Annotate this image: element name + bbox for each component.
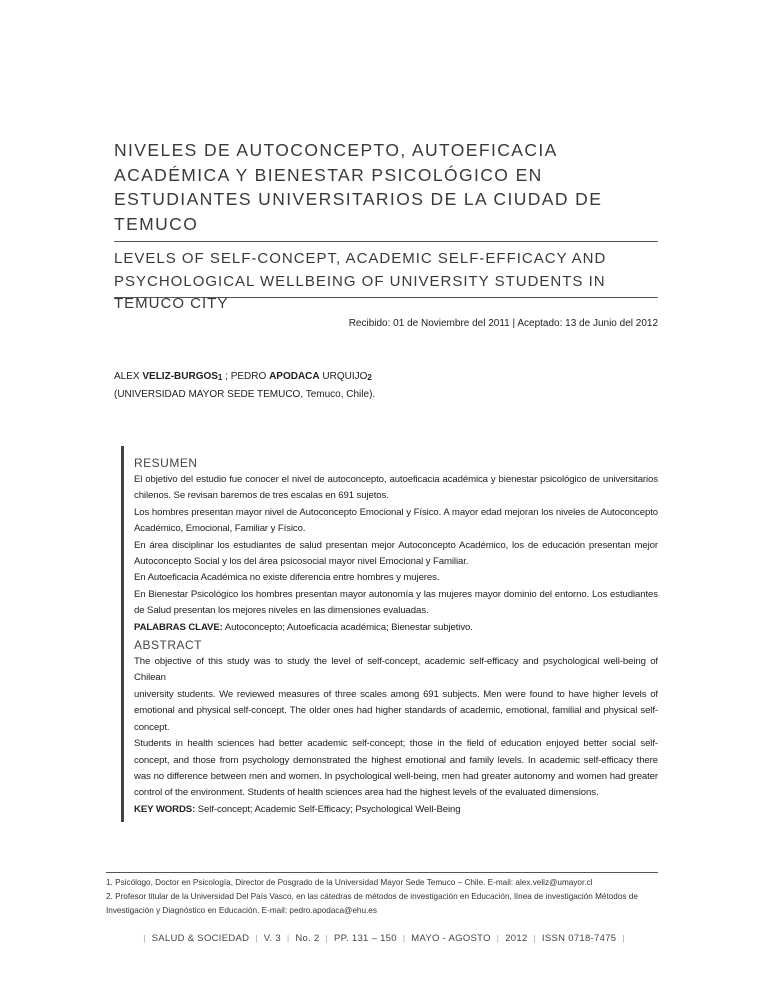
abstract-paragraph: The objective of this study was to study the level of self-concept, academic self-efficacy and psychological well-being of Chilean [134, 656, 658, 684]
authors-block [114, 368, 375, 403]
abstract-section [134, 636, 658, 818]
abstract-heading: ABSTRACT [134, 638, 203, 653]
abstract-paragraph: university students. We reviewed measures of three scales among 691 subjects. Men were found to have higher levels of emotional and physical self-concept. The older ones had higher standards of academic, emotional, familial and physical self-concept. [134, 688, 658, 733]
abstract-paragraph: Students in health sciences had better academic self-concept; those in the field of education enjoyed better social self-concept, and those from psychology demonstrated the highest emotional and family levels. In academic self-efficacy there was no difference between men and women. In psychological well-being, men had greater autonomy and women had greater control of the environment. Students of health sciences area had the highest levels of the evaluated dimensions. [134, 738, 658, 799]
author2-footnote-ref: 2 [367, 373, 372, 382]
resumen-paragraph: Los hombres presentan mayor nivel de Autoconcepto Emocional y Físico. A mayor edad mejoran los niveles de Autoconcepto Académico, Emocional, Familiar y Físico. [134, 506, 658, 535]
author1-first: ALEX [114, 371, 143, 382]
volume: V. 3 [263, 933, 281, 944]
resumen-paragraph: En área disciplinar los estudiantes de salud presentan mejor Autoconcepto Académico, los de educación presentan mejor Autoconcepto Social y los del área psicosocial mayor nivel Emocional y Familiar. [134, 539, 658, 568]
resumen-paragraph: En Bienestar Psicológico los hombres presentan mayor autonomía y las mujeres mayor dominio del entorno. Los estudiantes de Salud presentan los mejores niveles en las dimensiones evaluadas. [134, 588, 658, 617]
keywords-text: Autoconcepto; Autoeficacia académica; Bienestar subjetivo. [222, 621, 473, 633]
author1-last: VELIZ-BURGOS [142, 371, 218, 382]
keywords-label: PALABRAS CLAVE: [134, 621, 223, 633]
resumen-paragraph: En Autoeficacia Académica no existe diferencia entre hombres y mujeres. [134, 572, 440, 584]
author1-footnote-ref: 1 [217, 373, 223, 382]
issue: No. 2 [295, 933, 320, 944]
title-divider [114, 241, 658, 242]
period: MAYO - AGOSTO [411, 933, 491, 944]
journal-footer: | SALUD & SOCIEDAD | V. 3 | No. 2 | PP. 131 – 150 | MAYO - AGOSTO | 2012 | ISSN 0718-7475 | [143, 933, 625, 944]
author2-last: APODACA [269, 371, 320, 382]
keywords-label: KEY WORDS: [134, 803, 196, 815]
affiliation-location: , Temuco, Chile). [300, 389, 376, 400]
abstract-keywords [134, 802, 658, 818]
title-divider-2 [114, 297, 658, 298]
footnote-1: 1. Psicólogo, Doctor en Psicología, Director de Posgrado de la Universidad Mayor Sede Temuco – Chile. E-mail: alex.veliz@umayor.cl [106, 878, 593, 887]
footnote-2: 2. Profesor titular de la Universidad Del País Vasco, en las cátedras de métodos de investigación en Educación, línea de investigación Métodos de Investigación y Diagnóstico en Educación. E-mail: pedro.apodaca@ehu.es [106, 892, 638, 915]
lower-content [0, 446, 768, 994]
affiliation-university: (UNIVERSIDAD MAYOR SEDE TEMUCO [114, 389, 301, 400]
resumen-keywords [134, 620, 658, 636]
pages: PP. 131 – 150 [333, 933, 397, 944]
resumen-heading: RESUMEN [134, 456, 198, 470]
keywords-text: Self-concept; Academic Self-Efficacy; Psychological Well-Being [195, 803, 461, 815]
author-names [114, 368, 375, 386]
author2-first: ; PEDRO [222, 371, 270, 382]
issn: ISSN 0718-7475 [541, 933, 617, 944]
author2-rest: URQUIJO [319, 371, 368, 382]
title-english: LEVELS OF SELF-CONCEPT, ACADEMIC SELF-EFFICACY AND PSYCHOLOGICAL WELLBEING OF UNIVERSITY STUDENTS IN TEMUCO CITY [114, 250, 607, 312]
title-spanish: NIVELES DE AUTOCONCEPTO, AUTOEFICACIA ACADÉMICA Y BIENESTAR PSICOLÓGICO EN ESTUDIANTES UNIVERSITARIOS DE LA CIUDAD DE TEMUCO [114, 140, 603, 234]
received-dates: Recibido: 01 de Noviembre del 2011 | Aceptado: 13 de Junio del 2012 [348, 318, 658, 329]
resumen-section [134, 454, 658, 636]
summaries-with-side-bar [121, 446, 658, 822]
year: 2012 [505, 933, 528, 944]
footnotes [106, 872, 658, 918]
resumen-paragraph: El objetivo del estudio fue conocer el nivel de autoconcepto, autoeficacia académica y bienestar psicológico de universitarios chilenos. Se revisan baremos de tres escalas en 691 sujetos. [134, 474, 658, 502]
affiliation [114, 386, 375, 403]
journal-name: SALUD & SOCIEDAD [151, 933, 250, 944]
